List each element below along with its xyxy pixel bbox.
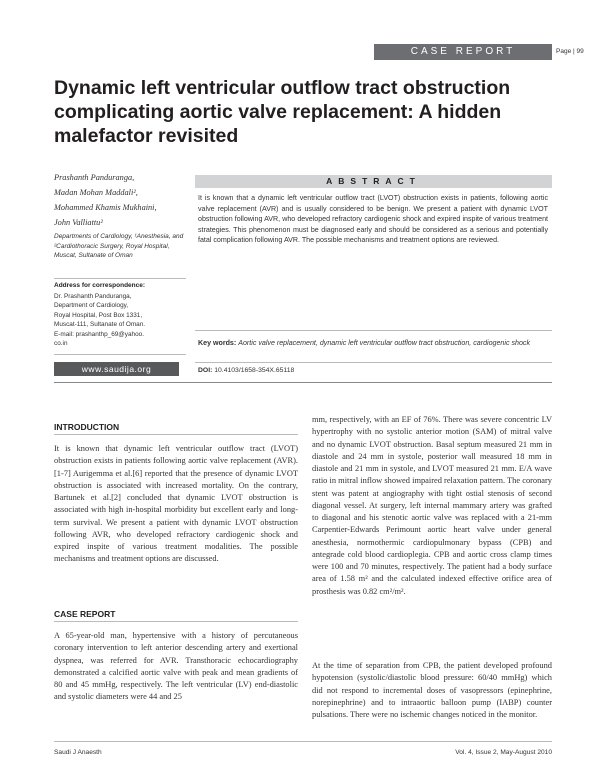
divider: [54, 354, 186, 355]
doi-label: DOI:: [198, 367, 213, 374]
doi: [198, 367, 294, 374]
case-report-text-cont: mm, respectively, with an EF of 76%. There was severe concentric LV hypertrophy with no systolic anterior motion (SAM) of mitral valve and no dynamic LVOT obstruction. Basal septum measured 21 mm in diastole and 24 mm in systole, posterior wall measured 18 mm in diastole and 21 mm in systole, and LVOT measured 21 mm. E/A wave ratio in mitral inflow showed impaired relaxation pattern. The coronary stent was patent at angiography with tight ostial stenosis of second diagonal vessel. At surgery, left internal mammary artery was grafted to diagonal and his stenotic aortic valve was replaced with a 21-mm Carpentier-Edwards Perimount aortic heart valve under general anesthesia, normothermic cardiopulmonary bypass (CPB) and antegrade cold blood cardioplegia. CPB and aortic cross clamp times were 100 and 70 minutes, respectively. The patient had a body surface area of 1.58 m² and the calculated indexed effective orifice area of prosthesis was 0.82 cm²/m².: [312, 415, 552, 596]
abstract-text: It is known that a dynamic left ventricular outflow tract (LVOT) obstruction exists in patients, following aortic valve replacement (AVR) and is usually considered to be benign. We present a patient with dynamic LVOT obstruction following AVR, who developed refractory cardiogenic shock and expired inspite of various treatment strategies. This phenomenon must be diagnosed early and should be considered as a serious and potentially fatal complication following AVR. The possible mechanisms and treatment options are reviewed.: [198, 194, 548, 245]
divider: [195, 330, 552, 331]
divider: [195, 362, 552, 363]
page-number: Page | 99: [556, 48, 584, 55]
abstract-heading: ABSTRACT: [326, 176, 421, 186]
divider: [54, 621, 298, 622]
correspondence-email-cont[interactable]: co.in: [54, 340, 68, 348]
divider: [54, 434, 298, 435]
divider: [54, 382, 552, 383]
author-1: Prashanth Panduranga,: [54, 173, 135, 182]
keywords: [198, 338, 548, 349]
author-3: Mohammed Khamis Mukhaini,: [54, 203, 157, 212]
introduction-heading: INTRODUCTION: [54, 422, 120, 432]
case-report-heading: CASE REPORT: [54, 609, 116, 619]
divider: [54, 278, 186, 279]
author-4: John Valliattu²: [54, 218, 103, 227]
footer-issue: Vol. 4, Issue 2, May-August 2010: [455, 749, 552, 756]
website-link[interactable]: www.saudija.org: [54, 362, 179, 376]
author-list: [54, 170, 184, 230]
correspondence-address: [54, 292, 184, 348]
doi-value[interactable]: 10.4103/1658-354X.65118: [214, 367, 295, 374]
correspondence-line: Department of Cardiology,: [54, 302, 129, 310]
keywords-text: Aortic valve replacement, dynamic left ventricular outflow tract obstruction, cardiogenic shock: [238, 339, 530, 347]
section-label: CASE REPORT: [410, 46, 516, 57]
case-report-text: A 65-year-old man, hypertensive with a history of percutaneous coronary intervention to left anterior descending artery and exertional dyspnea, was referred for AVR. Transthoracic echocardiography demonstrated a calcified aortic valve with peak and mean gradients of 80 and 45 mmHg, respectively. The left ventricular (LV) end-diastolic and systolic diameters were 44 and 25: [54, 631, 298, 702]
author-2: Madan Mohan Maddali²,: [54, 188, 138, 197]
introduction-text: It is known that dynamic left ventricular outflow tract (LVOT) obstruction exists in patients following aortic valve replacement (AVR).[1-7] Aurigemma et al.[6] reported that the presence of dynamic LVOT obstruction is associated with increased mortality. On the contrary, Bartunek et al.[2] concluded that dynamic LVOT obstruction is associated with high in-hospital morbidity but excellent early and long-term survival. We present a patient with dynamic LVOT obstruction following AVR, who developed refractory cardiogenic shock and expired inspite of various treatment modalities. The possible mechanisms and treatment options are discussed.: [54, 444, 298, 564]
correspondence-line: Dr. Prashanth Panduranga,: [54, 293, 132, 300]
correspondence-line: Muscat-111, Sultanate of Oman.: [54, 321, 146, 329]
correspondence-line: Royal Hospital, Post Box 1331,: [54, 311, 143, 319]
case-report-text-cont2: At the time of separation from CPB, the patient developed profound hypotension (systolic/diastolic blood pressure: 60/40 mmHg) which did not respond to incremental doses of vasopressors (epinephrine, norepinephrine) and to intraaortic balloon pump (IABP) counter pulsations. There were no ischemic changes noticed in the monitor.: [312, 661, 552, 719]
correspondence-email[interactable]: E-mail: prashanthp_69@yahoo.: [54, 330, 144, 338]
keywords-label: Key words:: [198, 339, 237, 347]
correspondence-heading: Address for correspondence:: [54, 282, 146, 289]
footer-divider: [54, 741, 552, 742]
article-title: Dynamic left ventricular outflow tract obstruction complicating aortic valve replacement: A hidden malefactor revisited: [54, 77, 511, 147]
affiliation: Departments of Cardiology, ¹Anesthesia, and ²Cardiothoracic Surgery, Royal Hospital, Muscat, Sultanate of Oman: [54, 233, 184, 259]
footer-journal: Saudi J Anaesth: [54, 749, 102, 756]
